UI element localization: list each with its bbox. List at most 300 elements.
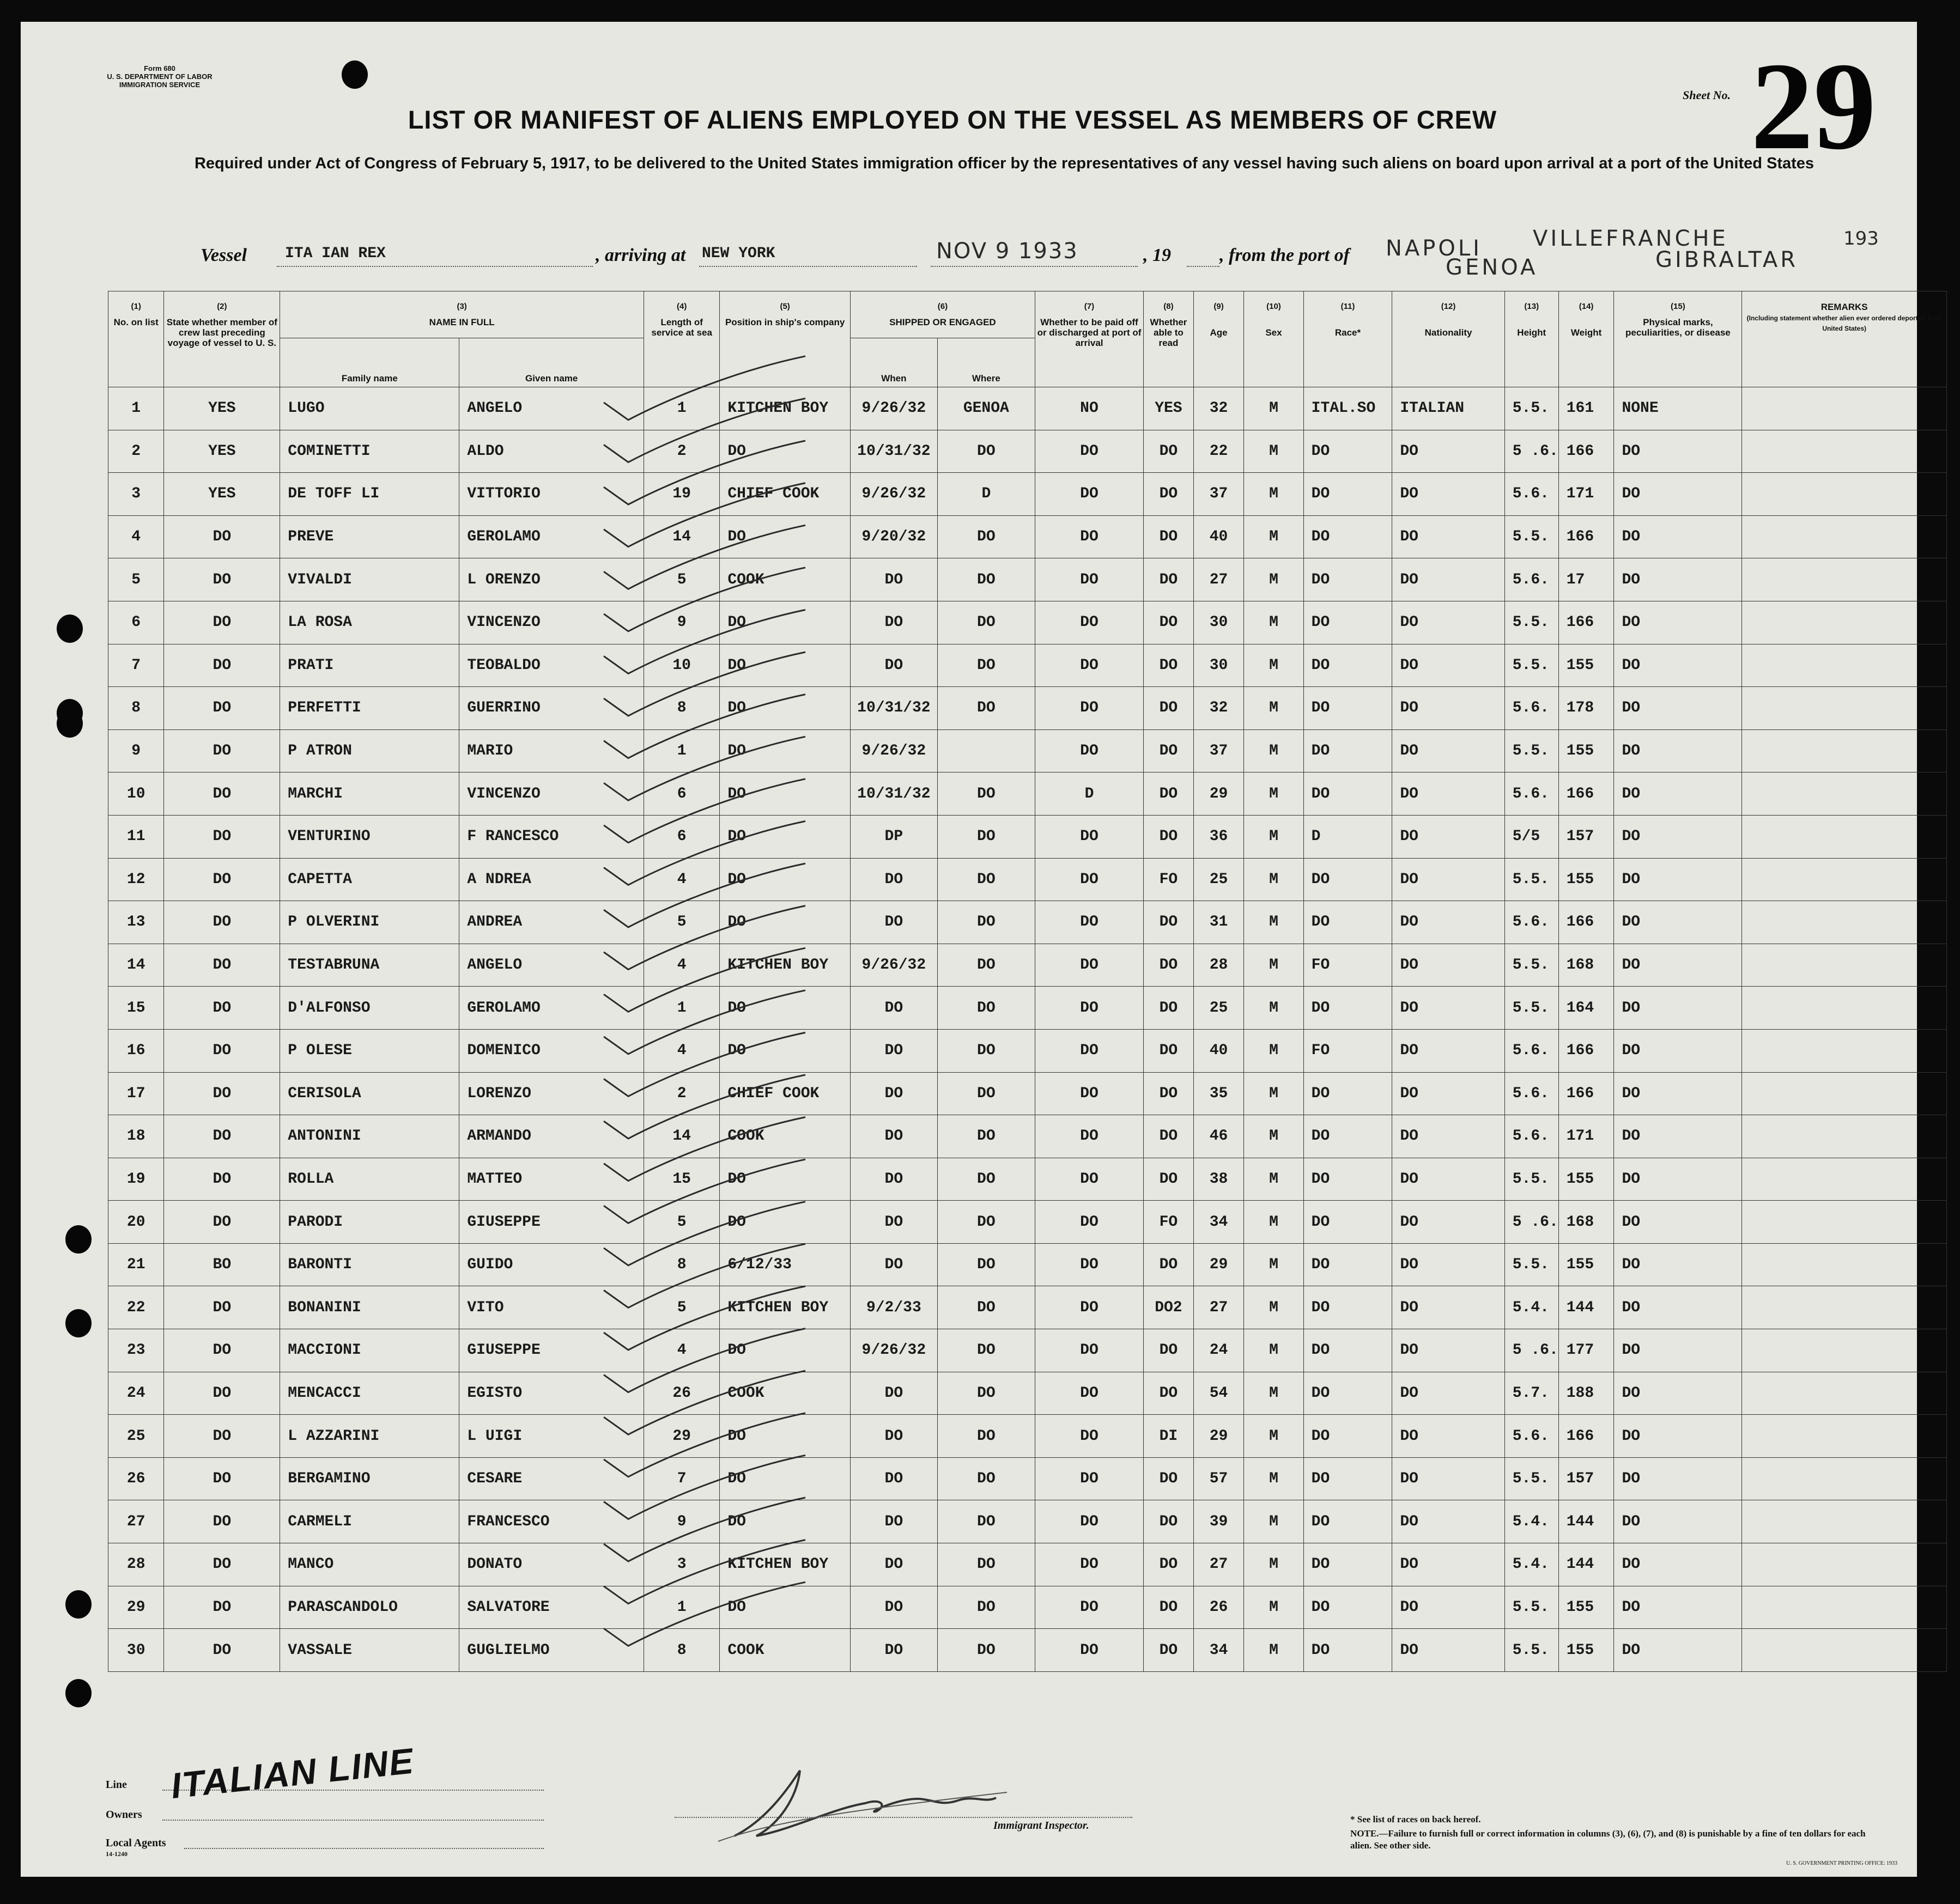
cell-able-to-read: DO bbox=[1144, 1629, 1194, 1672]
cell-weight: 155 bbox=[1558, 1158, 1614, 1201]
cell-given-name: L ORENZO bbox=[459, 558, 644, 601]
cell-sex: M bbox=[1244, 1029, 1303, 1072]
cell-nationality: DO bbox=[1392, 687, 1504, 730]
cell-race: DO bbox=[1303, 1372, 1392, 1415]
cell-given-name: ALDO bbox=[459, 430, 644, 473]
cell-paid-off: DO bbox=[1035, 473, 1143, 516]
punch-hole bbox=[65, 1225, 92, 1254]
cell-length-of-service: 29 bbox=[644, 1415, 720, 1458]
cell-position: 6/12/33 bbox=[720, 1243, 851, 1286]
col-header-remarks: REMARKS (Including statement whether alien ever ordered deported from United States) bbox=[1742, 291, 1947, 387]
cell-age: 57 bbox=[1193, 1457, 1244, 1500]
cell-nationality: DO bbox=[1392, 987, 1504, 1030]
inspection-tick-marks bbox=[21, 22, 1917, 1877]
cell-family-name: VENTURINO bbox=[280, 815, 459, 858]
cell-age: 25 bbox=[1193, 858, 1244, 901]
cell-race: DO bbox=[1303, 1629, 1392, 1672]
cell-row-number: 30 bbox=[108, 1629, 164, 1672]
cell-age: 31 bbox=[1193, 901, 1244, 944]
cell-row-number: 25 bbox=[108, 1415, 164, 1458]
cell-row-number: 20 bbox=[108, 1201, 164, 1244]
cell-given-name: ANGELO bbox=[459, 944, 644, 987]
cell-race: DO bbox=[1303, 1586, 1392, 1629]
cell-height: 5.5. bbox=[1504, 1243, 1558, 1286]
cell-sex: M bbox=[1244, 387, 1303, 430]
cell-age: 22 bbox=[1193, 430, 1244, 473]
cell-height: 5.6. bbox=[1504, 1072, 1558, 1115]
cell-race: FO bbox=[1303, 944, 1392, 987]
cell-height: 5.6. bbox=[1504, 558, 1558, 601]
cell-paid-off: DO bbox=[1035, 1115, 1143, 1158]
cell-shipped-when: 10/31/32 bbox=[850, 430, 937, 473]
cell-shipped-when: DO bbox=[850, 1629, 937, 1672]
cell-race: DO bbox=[1303, 1115, 1392, 1158]
cell-family-name: BONANINI bbox=[280, 1286, 459, 1329]
cell-position: DO bbox=[720, 1457, 851, 1500]
col-header-physical-marks: (15) Physical marks, peculiarities, or disease bbox=[1614, 291, 1742, 387]
departure-port-1: NAPOLI bbox=[1386, 236, 1482, 261]
italian-line-stamp: ITALIAN LINE bbox=[169, 1740, 416, 1806]
cell-family-name: MACCIONI bbox=[280, 1329, 459, 1372]
col-header-service: (4) Length of service at sea bbox=[644, 291, 720, 387]
cell-weight: 168 bbox=[1558, 944, 1614, 987]
cell-family-name: MARCHI bbox=[280, 772, 459, 816]
cell-row-number: 23 bbox=[108, 1329, 164, 1372]
cell-nationality: ITALIAN bbox=[1392, 387, 1504, 430]
arrival-date: NOV 9 1933 bbox=[936, 239, 1078, 264]
cell-paid-off: DO bbox=[1035, 901, 1143, 944]
cell-weight: 155 bbox=[1558, 1586, 1614, 1629]
cell-length-of-service: 5 bbox=[644, 1201, 720, 1244]
cell-height: 5.6. bbox=[1504, 772, 1558, 816]
cell-physical-marks: DO bbox=[1614, 1115, 1742, 1158]
cell-given-name: ANGELO bbox=[459, 387, 644, 430]
col-header-weight: (14) Weight bbox=[1558, 291, 1614, 387]
cell-nationality: DO bbox=[1392, 1329, 1504, 1372]
cell-age: 40 bbox=[1193, 515, 1244, 558]
cell-row-number: 14 bbox=[108, 944, 164, 987]
cell-race: DO bbox=[1303, 601, 1392, 644]
cell-given-name: LORENZO bbox=[459, 1072, 644, 1115]
cell-family-name: ANTONINI bbox=[280, 1115, 459, 1158]
tick-mark bbox=[604, 948, 805, 1012]
cell-sex: M bbox=[1244, 1415, 1303, 1458]
cell-shipped-where: DO bbox=[937, 430, 1035, 473]
cell-family-name: CARMELI bbox=[280, 1500, 459, 1543]
cell-given-name: MATTEO bbox=[459, 1158, 644, 1201]
cell-paid-off: DO bbox=[1035, 1243, 1143, 1286]
cell-given-name: VITO bbox=[459, 1286, 644, 1329]
cell-paid-off: DO bbox=[1035, 1201, 1143, 1244]
cell-given-name: GUGLIELMO bbox=[459, 1629, 644, 1672]
cell-length-of-service: 4 bbox=[644, 944, 720, 987]
cell-shipped-when: 10/31/32 bbox=[850, 687, 937, 730]
cell-able-to-read: DO bbox=[1144, 901, 1194, 944]
cell-shipped-when: DP bbox=[850, 815, 937, 858]
cell-age: 37 bbox=[1193, 729, 1244, 772]
cell-length-of-service: 7 bbox=[644, 1457, 720, 1500]
cell-weight: 155 bbox=[1558, 1243, 1614, 1286]
cell-physical-marks: DO bbox=[1614, 729, 1742, 772]
cell-row-number: 4 bbox=[108, 515, 164, 558]
cell-weight: 155 bbox=[1558, 644, 1614, 687]
agents-code: 14-1240 bbox=[106, 1850, 128, 1858]
cell-weight: 157 bbox=[1558, 815, 1614, 858]
cell-position: COOK bbox=[720, 1372, 851, 1415]
cell-previous-voyage: DO bbox=[164, 987, 280, 1030]
cell-weight: 177 bbox=[1558, 1329, 1614, 1372]
cell-position: DO bbox=[720, 1329, 851, 1372]
cell-height: 5.4. bbox=[1504, 1500, 1558, 1543]
cell-length-of-service: 2 bbox=[644, 430, 720, 473]
cell-shipped-where: DO bbox=[937, 558, 1035, 601]
cell-shipped-where: DO bbox=[937, 1286, 1035, 1329]
cell-family-name: MANCO bbox=[280, 1543, 459, 1586]
cell-paid-off: DO bbox=[1035, 729, 1143, 772]
tick-mark bbox=[604, 695, 805, 758]
cell-length-of-service: 9 bbox=[644, 1500, 720, 1543]
cell-previous-voyage: DO bbox=[164, 1543, 280, 1586]
cell-height: 5.5. bbox=[1504, 1457, 1558, 1500]
cell-weight: 168 bbox=[1558, 1201, 1614, 1244]
cell-nationality: DO bbox=[1392, 1201, 1504, 1244]
cell-shipped-where: DO bbox=[937, 515, 1035, 558]
page-title: LIST OR MANIFEST OF ALIENS EMPLOYED ON THE VESSEL AS MEMBERS OF CREW bbox=[408, 105, 1497, 134]
cell-sex: M bbox=[1244, 987, 1303, 1030]
cell-nationality: DO bbox=[1392, 858, 1504, 901]
cell-previous-voyage: DO bbox=[164, 1457, 280, 1500]
tick-mark bbox=[604, 652, 805, 716]
tick-mark bbox=[604, 779, 805, 843]
tick-mark bbox=[604, 398, 805, 462]
cell-physical-marks: DO bbox=[1614, 1457, 1742, 1500]
cell-able-to-read: DO bbox=[1144, 987, 1194, 1030]
col-header-name: (3) NAME IN FULL bbox=[280, 291, 644, 338]
cell-previous-voyage: DO bbox=[164, 1115, 280, 1158]
cell-height: 5.6. bbox=[1504, 1029, 1558, 1072]
cell-previous-voyage: DO bbox=[164, 558, 280, 601]
cell-previous-voyage: DO bbox=[164, 1029, 280, 1072]
arriving-port: NEW YORK bbox=[702, 245, 775, 262]
cell-family-name: D'ALFONSO bbox=[280, 987, 459, 1030]
tick-mark bbox=[604, 821, 805, 885]
cell-paid-off: DO bbox=[1035, 601, 1143, 644]
cell-previous-voyage: BO bbox=[164, 1243, 280, 1286]
cell-row-number: 12 bbox=[108, 858, 164, 901]
tick-mark bbox=[604, 1075, 805, 1139]
cell-race: DO bbox=[1303, 1286, 1392, 1329]
vessel-name: ITA IAN REX bbox=[285, 245, 386, 262]
cell-nationality: DO bbox=[1392, 1586, 1504, 1629]
cell-height: 5.5. bbox=[1504, 944, 1558, 987]
cell-weight: 144 bbox=[1558, 1500, 1614, 1543]
sheet-number: 29 bbox=[1751, 37, 1876, 175]
cell-position: DO bbox=[720, 515, 851, 558]
cell-nationality: DO bbox=[1392, 1543, 1504, 1586]
cell-sex: M bbox=[1244, 1457, 1303, 1500]
cell-position: DO bbox=[720, 729, 851, 772]
cell-row-number: 6 bbox=[108, 601, 164, 644]
cell-paid-off: DO bbox=[1035, 858, 1143, 901]
cell-age: 34 bbox=[1193, 1629, 1244, 1672]
cell-race: DO bbox=[1303, 1543, 1392, 1586]
col-header-given-name: Given name bbox=[459, 338, 644, 387]
cell-physical-marks: DO bbox=[1614, 1629, 1742, 1672]
col-header-when: When bbox=[850, 338, 937, 387]
vessel-label: Vessel bbox=[201, 245, 247, 265]
cell-able-to-read: DO bbox=[1144, 1329, 1194, 1372]
cell-given-name: SALVATORE bbox=[459, 1586, 644, 1629]
tick-mark bbox=[604, 610, 805, 673]
col-header-age: (9) Age bbox=[1193, 291, 1244, 387]
cell-position: KITCHEN BOY bbox=[720, 944, 851, 987]
cell-family-name: BERGAMINO bbox=[280, 1457, 459, 1500]
cell-race: DO bbox=[1303, 515, 1392, 558]
cell-height: 5.5. bbox=[1504, 515, 1558, 558]
cell-shipped-when: DO bbox=[850, 987, 937, 1030]
cell-race: DO bbox=[1303, 644, 1392, 687]
cell-family-name: DE TOFF LI bbox=[280, 473, 459, 516]
cell-shipped-where: D bbox=[937, 473, 1035, 516]
cell-length-of-service: 1 bbox=[644, 729, 720, 772]
cell-position: DO bbox=[720, 858, 851, 901]
cell-nationality: DO bbox=[1392, 1500, 1504, 1543]
cell-physical-marks: DO bbox=[1614, 1500, 1742, 1543]
tick-mark bbox=[604, 863, 805, 927]
tick-mark bbox=[604, 1329, 805, 1392]
cell-row-number: 22 bbox=[108, 1286, 164, 1329]
cell-sex: M bbox=[1244, 729, 1303, 772]
cell-previous-voyage: DO bbox=[164, 858, 280, 901]
cell-physical-marks: DO bbox=[1614, 473, 1742, 516]
cell-weight: 166 bbox=[1558, 1072, 1614, 1115]
cell-age: 27 bbox=[1193, 1543, 1244, 1586]
cell-nationality: DO bbox=[1392, 473, 1504, 516]
cell-age: 29 bbox=[1193, 772, 1244, 816]
cell-previous-voyage: DO bbox=[164, 601, 280, 644]
cell-shipped-where: GENOA bbox=[937, 387, 1035, 430]
cell-sex: M bbox=[1244, 515, 1303, 558]
tick-mark bbox=[604, 1371, 805, 1434]
cell-physical-marks: DO bbox=[1614, 1286, 1742, 1329]
cell-shipped-when: DO bbox=[850, 858, 937, 901]
cell-paid-off: DO bbox=[1035, 1457, 1143, 1500]
col-header-family-name: Family name bbox=[280, 338, 459, 387]
cell-family-name: CERISOLA bbox=[280, 1072, 459, 1115]
cell-paid-off: DO bbox=[1035, 1372, 1143, 1415]
cell-able-to-read: DO bbox=[1144, 1543, 1194, 1586]
form-number: Form 680 bbox=[144, 64, 175, 72]
cell-position: KITCHEN BOY bbox=[720, 1286, 851, 1329]
cell-position: DO bbox=[720, 1158, 851, 1201]
cell-physical-marks: DO bbox=[1614, 1415, 1742, 1458]
cell-able-to-read: DO bbox=[1144, 430, 1194, 473]
cell-sex: M bbox=[1244, 1329, 1303, 1372]
cell-shipped-where: DO bbox=[937, 1329, 1035, 1372]
cell-able-to-read: DO bbox=[1144, 772, 1194, 816]
cell-length-of-service: 19 bbox=[644, 473, 720, 516]
cell-able-to-read: DO bbox=[1144, 687, 1194, 730]
cell-given-name: FRANCESCO bbox=[459, 1500, 644, 1543]
cell-paid-off: DO bbox=[1035, 687, 1143, 730]
col-header-race: (11) Race* bbox=[1303, 291, 1392, 387]
cell-able-to-read: DO bbox=[1144, 1372, 1194, 1415]
cell-height: 5.5. bbox=[1504, 1629, 1558, 1672]
cell-previous-voyage: DO bbox=[164, 1072, 280, 1115]
cell-nationality: DO bbox=[1392, 515, 1504, 558]
cell-paid-off: NO bbox=[1035, 387, 1143, 430]
cell-height: 5.4. bbox=[1504, 1286, 1558, 1329]
cell-paid-off: DO bbox=[1035, 987, 1143, 1030]
cell-shipped-when: DO bbox=[850, 1586, 937, 1629]
cell-weight: 164 bbox=[1558, 987, 1614, 1030]
cell-given-name: GEROLAMO bbox=[459, 987, 644, 1030]
cell-previous-voyage: DO bbox=[164, 944, 280, 987]
cell-previous-voyage: DO bbox=[164, 515, 280, 558]
cell-shipped-when: DO bbox=[850, 1072, 937, 1115]
cell-weight: 178 bbox=[1558, 687, 1614, 730]
cell-shipped-where: DO bbox=[937, 1500, 1035, 1543]
service-name: IMMIGRATION SERVICE bbox=[119, 81, 201, 89]
cell-previous-voyage: DO bbox=[164, 687, 280, 730]
cell-given-name: GUIDO bbox=[459, 1243, 644, 1286]
cell-height: 5/5 bbox=[1504, 815, 1558, 858]
cell-shipped-when: DO bbox=[850, 1372, 937, 1415]
cell-given-name: GEROLAMO bbox=[459, 515, 644, 558]
cell-age: 40 bbox=[1193, 1029, 1244, 1072]
punch-hole bbox=[65, 1590, 92, 1619]
cell-row-number: 18 bbox=[108, 1115, 164, 1158]
cell-position: DO bbox=[720, 901, 851, 944]
cell-age: 27 bbox=[1193, 558, 1244, 601]
cell-row-number: 8 bbox=[108, 687, 164, 730]
cell-nationality: DO bbox=[1392, 1243, 1504, 1286]
cell-height: 5.5. bbox=[1504, 387, 1558, 430]
cell-race: DO bbox=[1303, 1243, 1392, 1286]
tick-mark bbox=[604, 441, 805, 504]
cell-length-of-service: 14 bbox=[644, 515, 720, 558]
immigrant-inspector-label: Immigrant Inspector. bbox=[993, 1820, 1089, 1832]
cell-age: 28 bbox=[1193, 944, 1244, 987]
cell-height: 5.5. bbox=[1504, 601, 1558, 644]
cell-race: DO bbox=[1303, 1500, 1392, 1543]
cell-previous-voyage: DO bbox=[164, 729, 280, 772]
cell-sex: M bbox=[1244, 473, 1303, 516]
cell-physical-marks: DO bbox=[1614, 687, 1742, 730]
cell-sex: M bbox=[1244, 430, 1303, 473]
cell-previous-voyage: DO bbox=[164, 815, 280, 858]
cell-row-number: 17 bbox=[108, 1072, 164, 1115]
cell-position: DO bbox=[720, 687, 851, 730]
cell-race: FO bbox=[1303, 1029, 1392, 1072]
cell-sex: M bbox=[1244, 1586, 1303, 1629]
col-header-sex: (10) Sex bbox=[1244, 291, 1303, 387]
cell-row-number: 21 bbox=[108, 1243, 164, 1286]
cell-length-of-service: 6 bbox=[644, 772, 720, 816]
cell-length-of-service: 4 bbox=[644, 858, 720, 901]
cell-shipped-where: DO bbox=[937, 987, 1035, 1030]
penalty-note: NOTE.—Failure to furnish full or correct information in columns (3), (6), (7), and (8) is punishable by a fine of ten dollars for each alien. See other side. bbox=[1350, 1828, 1866, 1851]
cell-able-to-read: DO bbox=[1144, 1500, 1194, 1543]
cell-shipped-when: 9/26/32 bbox=[850, 944, 937, 987]
cell-race: DO bbox=[1303, 729, 1392, 772]
cell-length-of-service: 2 bbox=[644, 1072, 720, 1115]
cell-family-name: ROLLA bbox=[280, 1158, 459, 1201]
departure-port-3: GENOA bbox=[1446, 255, 1538, 280]
cell-family-name: PERFETTI bbox=[280, 687, 459, 730]
col-header-paid-off: (7) Whether to be paid off or discharged at port of arrival bbox=[1035, 291, 1143, 387]
cell-previous-voyage: DO bbox=[164, 644, 280, 687]
cell-previous-voyage: DO bbox=[164, 1500, 280, 1543]
cell-able-to-read: DI bbox=[1144, 1415, 1194, 1458]
cell-physical-marks: DO bbox=[1614, 815, 1742, 858]
cell-position: CHIEF COOK bbox=[720, 473, 851, 516]
cell-length-of-service: 8 bbox=[644, 1243, 720, 1286]
cell-sex: M bbox=[1244, 1158, 1303, 1201]
cell-able-to-read: DO bbox=[1144, 815, 1194, 858]
cell-able-to-read: FO bbox=[1144, 1201, 1194, 1244]
cell-age: 25 bbox=[1193, 987, 1244, 1030]
cell-shipped-when: 9/26/32 bbox=[850, 729, 937, 772]
cell-height: 5.6. bbox=[1504, 1115, 1558, 1158]
cell-shipped-where: DO bbox=[937, 1072, 1035, 1115]
printer-imprint: U. S. GOVERNMENT PRINTING OFFICE: 1933 bbox=[1786, 1860, 1897, 1866]
cell-previous-voyage: DO bbox=[164, 1629, 280, 1672]
cell-sex: M bbox=[1244, 901, 1303, 944]
cell-weight: 155 bbox=[1558, 729, 1614, 772]
cell-family-name: VASSALE bbox=[280, 1629, 459, 1672]
cell-shipped-where: DO bbox=[937, 644, 1035, 687]
tick-mark bbox=[604, 1032, 805, 1096]
cell-previous-voyage: DO bbox=[164, 901, 280, 944]
cell-length-of-service: 3 bbox=[644, 1543, 720, 1586]
cell-height: 5.5. bbox=[1504, 1158, 1558, 1201]
cell-paid-off: DO bbox=[1035, 1500, 1143, 1543]
cell-paid-off: DO bbox=[1035, 1329, 1143, 1372]
cell-given-name: ARMANDO bbox=[459, 1115, 644, 1158]
cell-row-number: 26 bbox=[108, 1457, 164, 1500]
cell-able-to-read: DO bbox=[1144, 473, 1194, 516]
cell-physical-marks: DO bbox=[1614, 1029, 1742, 1072]
cell-nationality: DO bbox=[1392, 729, 1504, 772]
cell-given-name: A NDREA bbox=[459, 858, 644, 901]
cell-shipped-when: DO bbox=[850, 1201, 937, 1244]
tick-mark bbox=[604, 1540, 805, 1604]
cell-family-name: PREVE bbox=[280, 515, 459, 558]
arriving-label: , arriving at bbox=[596, 245, 686, 265]
cell-length-of-service: 15 bbox=[644, 1158, 720, 1201]
cell-sex: M bbox=[1244, 687, 1303, 730]
tick-mark bbox=[604, 737, 805, 800]
cell-row-number: 7 bbox=[108, 644, 164, 687]
cell-row-number: 24 bbox=[108, 1372, 164, 1415]
tick-mark bbox=[604, 1582, 805, 1646]
cell-nationality: DO bbox=[1392, 1115, 1504, 1158]
cell-given-name: GUERRINO bbox=[459, 687, 644, 730]
cell-shipped-where: DO bbox=[937, 601, 1035, 644]
cell-paid-off: DO bbox=[1035, 1415, 1143, 1458]
cell-weight: 166 bbox=[1558, 430, 1614, 473]
cell-sex: M bbox=[1244, 558, 1303, 601]
cell-shipped-where: DO bbox=[937, 815, 1035, 858]
cell-age: 32 bbox=[1193, 687, 1244, 730]
cell-position: KITCHEN BOY bbox=[720, 387, 851, 430]
cell-length-of-service: 6 bbox=[644, 815, 720, 858]
cell-height: 5.7. bbox=[1504, 1372, 1558, 1415]
cell-age: 27 bbox=[1193, 1286, 1244, 1329]
tick-mark bbox=[604, 1286, 805, 1350]
cell-shipped-where: DO bbox=[937, 1457, 1035, 1500]
